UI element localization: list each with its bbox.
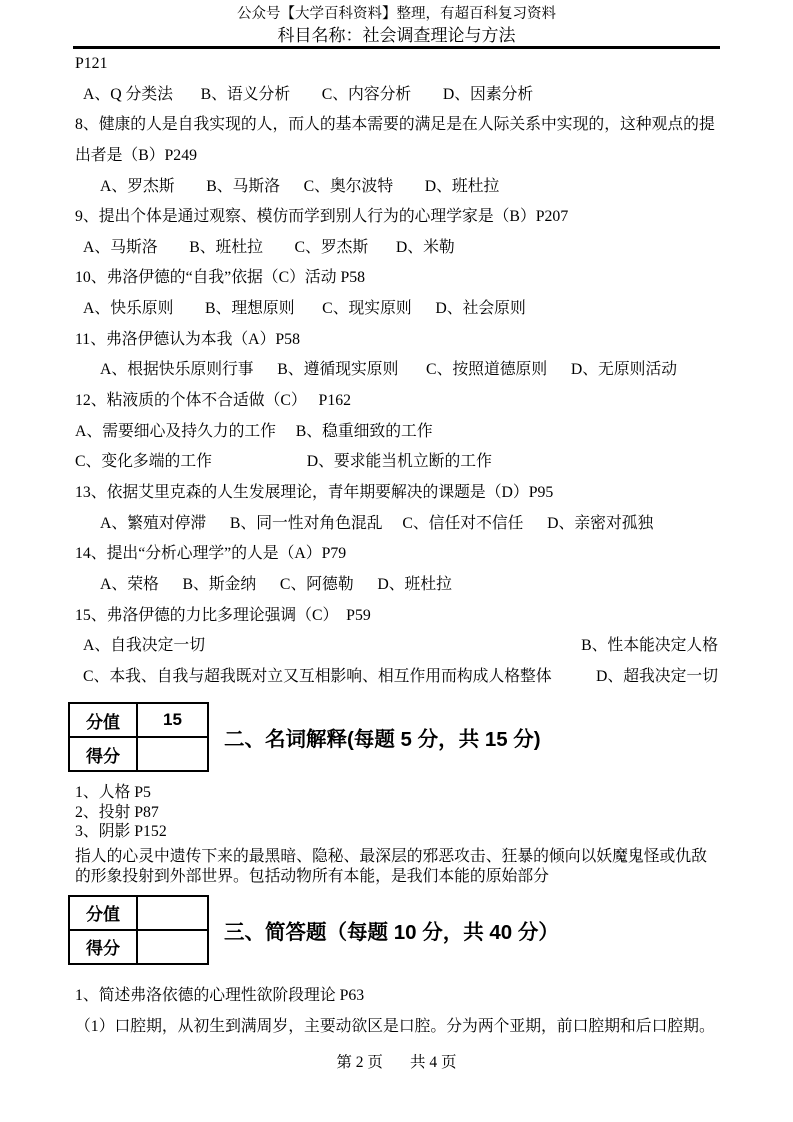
question-15-option-c: C、本我、自我与超我既对立又互相影响、相互作用而构成人格整体 bbox=[83, 667, 552, 685]
section-2-score-row bbox=[68, 702, 793, 772]
earned-value-cell bbox=[137, 737, 208, 771]
header-source-line: 公众号【大学百科资料】整理，有超百科复习资料 bbox=[237, 6, 556, 22]
question-13: 13、依据艾里克森的人生发展理论，青年期要解决的课题是（D）P95 bbox=[75, 483, 554, 501]
score-label-cell: 分值 bbox=[69, 703, 137, 737]
short-answer-question-1: 1、简述弗洛依德的心理性欲阶段理论 P63 bbox=[75, 986, 365, 1004]
section-3-heading: 三、简答题（每题 10 分，共 40 分） bbox=[224, 920, 559, 944]
page-ref-p121: P121 bbox=[75, 55, 108, 72]
document-body bbox=[0, 49, 793, 1042]
page-number-footer: 第 2 页 共 4 页 bbox=[336, 1054, 457, 1071]
question-10: 10、弗洛伊德的“自我”依据（C）活动 P58 bbox=[75, 269, 366, 287]
term-item-1: 1、人格 P5 bbox=[75, 784, 151, 802]
question-7-options: A、Q 分类法 B、语义分析 C、内容分析 D、因素分析 bbox=[83, 85, 534, 103]
question-15-options-cd bbox=[75, 662, 793, 693]
question-11: 11、弗洛伊德认为本我（A）P58 bbox=[75, 330, 300, 348]
earned-label-cell: 得分 bbox=[69, 737, 137, 771]
question-11-options: A、根据快乐原则行事 B、遵循现实原则 C、按照道德原则 D、无原则活动 bbox=[100, 361, 678, 379]
term-item-3: 3、阴影 P152 bbox=[75, 823, 167, 841]
question-12: 12、粘液质的个体不合适做（C） P162 bbox=[75, 392, 352, 410]
question-12-options-cd: C、变化多端的工作 D、要求能当机立断的工作 bbox=[75, 453, 492, 471]
question-13-options: A、繁殖对停滞 B、同一性对角色混乱 C、信任对不信任 D、亲密对孤独 bbox=[100, 514, 654, 532]
section-2-term-list bbox=[75, 783, 793, 842]
question-10-options: A、快乐原则 B、理想原则 C、现实原则 D、社会原则 bbox=[83, 300, 526, 318]
question-12-options-ab: A、需要细心及持久力的工作 B、稳重细致的工作 bbox=[75, 422, 433, 440]
term-item-2: 2、投射 P87 bbox=[75, 803, 159, 821]
section-2-heading: 二、名词解释(每题 5 分，共 15 分) bbox=[224, 728, 541, 752]
question-15-options-ab bbox=[75, 631, 793, 662]
score-value-cell: 15 bbox=[137, 703, 208, 737]
earned-value-cell bbox=[137, 930, 208, 964]
question-14-options: A、荣格 B、斯金纳 C、阿德勒 D、班杜拉 bbox=[100, 575, 452, 593]
short-answer-answer-1: （1）口腔期，从初生到满周岁，主要动欲区是口腔。分为两个亚期，前口腔期和后口腔期。 bbox=[75, 1017, 715, 1035]
question-9-options: A、马斯洛 B、班杜拉 C、罗杰斯 D、米勒 bbox=[83, 238, 455, 256]
term-3-answer-paragraph bbox=[75, 847, 793, 888]
question-8-options: A、罗杰斯 B、马斯洛 C、奥尔波特 D、班杜拉 bbox=[100, 177, 500, 195]
question-14: 14、提出“分析心理学”的人是（A）P79 bbox=[75, 545, 347, 563]
question-9: 9、提出个体是通过观察、模仿而学到别人行为的心理学家是（B）P207 bbox=[75, 208, 569, 226]
section-2-score-table bbox=[68, 702, 209, 772]
question-15-option-a: A、自我决定一切 bbox=[83, 637, 205, 655]
header-subject-line: 科目名称：社会调查理论与方法 bbox=[277, 26, 516, 45]
score-value-cell bbox=[137, 896, 208, 930]
answer-line-1: 指人的心灵中遗传下来的最黑暗、隐秘、最深层的邪恶攻击、狂暴的倾向以妖魔鬼怪或仇敌 bbox=[75, 847, 707, 865]
section-3-score-table bbox=[68, 895, 209, 965]
earned-label-cell: 得分 bbox=[69, 930, 137, 964]
section-3-score-row bbox=[68, 895, 793, 965]
question-8-line1: 8、健康的人是自我实现的人，而人的基本需要的满足是在人际关系中实现的，这种观点的提 bbox=[75, 116, 715, 134]
question-15-option-b: B、性本能决定人格 bbox=[581, 637, 718, 655]
answer-line-2: 的形象投射到外部世界。包括动物所有本能，是我们本能的原始部分 bbox=[75, 868, 549, 886]
score-label-cell: 分值 bbox=[69, 896, 137, 930]
question-15-option-d: D、超我决定一切 bbox=[596, 667, 718, 685]
question-15: 15、弗洛伊德的力比多理论强调（C） P59 bbox=[75, 606, 371, 624]
document-header bbox=[0, 0, 793, 46]
question-8-line2: 出者是（B）P249 bbox=[75, 146, 198, 164]
